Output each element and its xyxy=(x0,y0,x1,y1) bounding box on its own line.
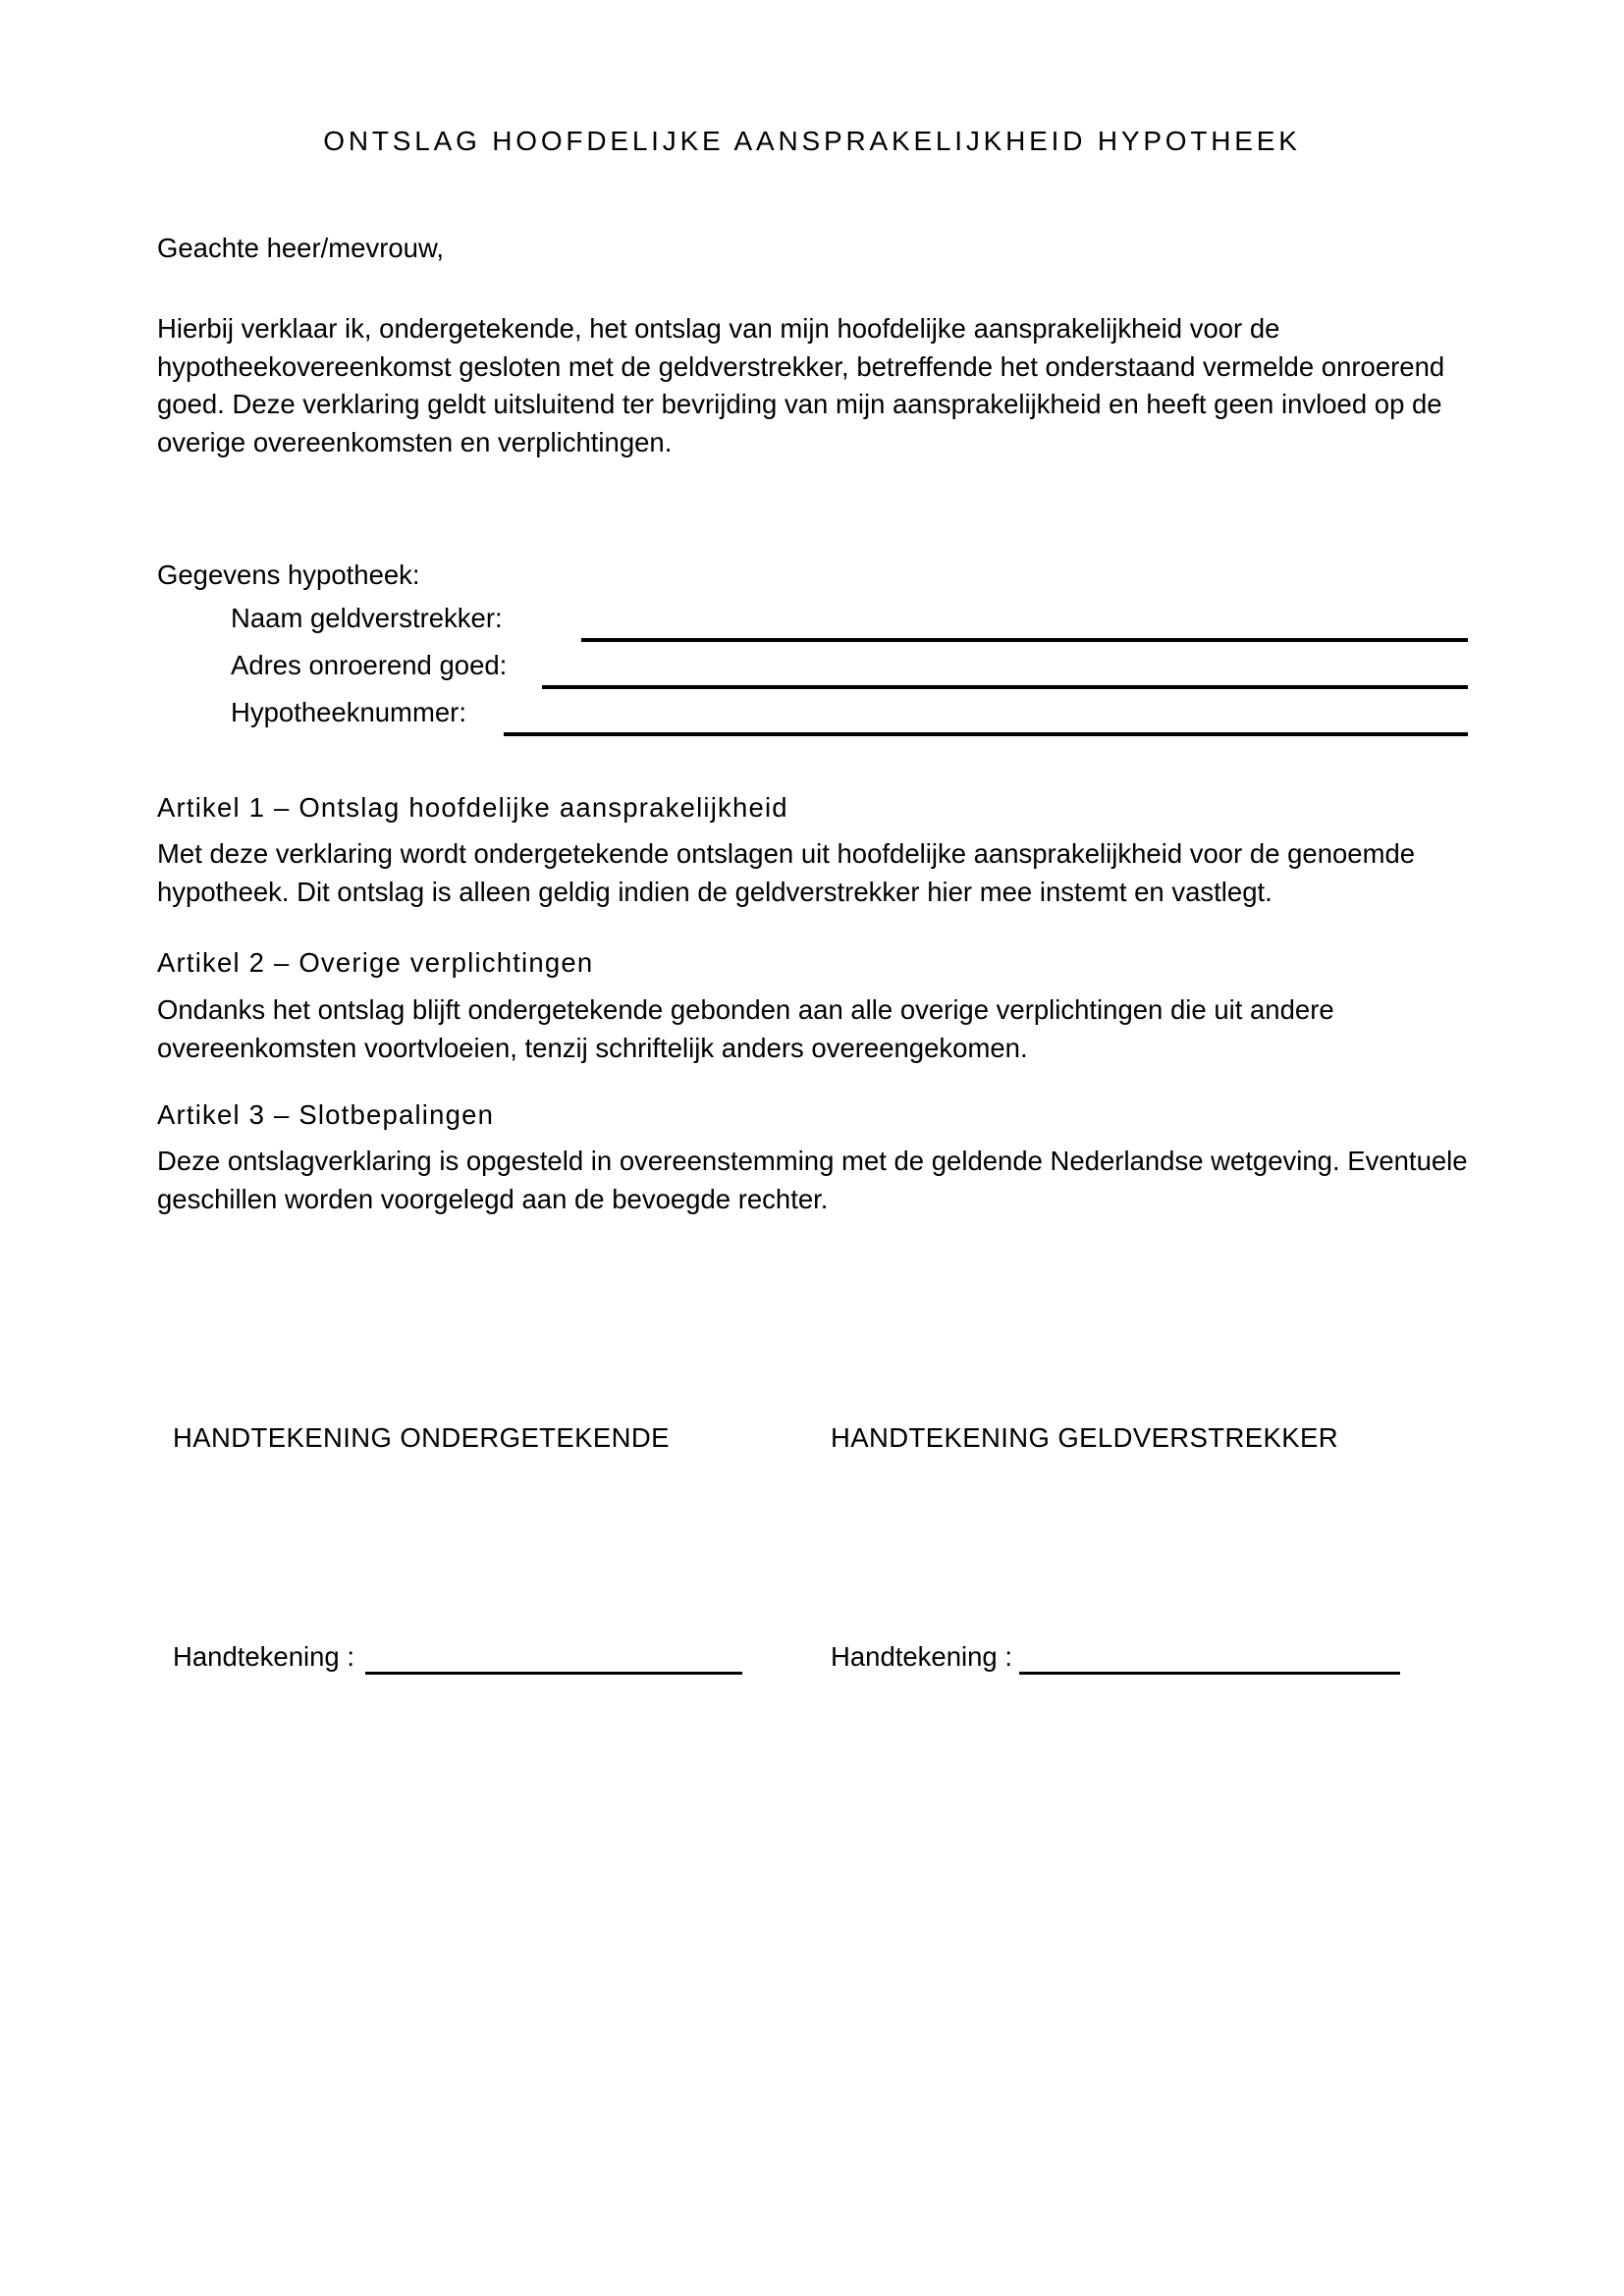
signature-header-lender: HANDTEKENING GELDVERSTREKKER xyxy=(831,1422,1338,1453)
signature-blank-line-lender[interactable] xyxy=(1019,1672,1400,1675)
article-3-heading: Artikel 3 – Slotbepalingen xyxy=(157,1099,495,1130)
article-2-heading: Artikel 2 – Overige verplichtingen xyxy=(157,947,594,978)
field-blank-line-lender-name[interactable] xyxy=(581,638,1468,642)
article-1-body: Met deze verklaring wordt ondergetekende ontslagen uit hoofdelijke aansprakelijkheid voor de genoemde hypotheek. Dit ontslag is alleen geldig indien de geldverstrekker hier mee instemt en vastlegt. xyxy=(157,838,1416,907)
document-title: ONTSLAG HOOFDELIJKE AANSPRAKELIJKHEID HYPOTHEEK xyxy=(323,126,1301,156)
field-label-lender-name: Naam geldverstrekker: xyxy=(231,603,503,633)
signature-label-lender: Handtekening : xyxy=(831,1641,1012,1672)
article-2-body: Ondanks het ontslag blijft ondergetekende gebonden aan alle overige verplichtingen die uit andere overeenkomsten voortvloeien, tenzij schriftelijk anders overeengekomen. xyxy=(157,994,1334,1063)
field-blank-line-mortgage-number[interactable] xyxy=(504,732,1468,736)
field-label-property-address: Adres onroerend goed: xyxy=(231,650,508,680)
signature-label-undersigned: Handtekening : xyxy=(173,1641,354,1672)
signature-blank-line-undersigned[interactable] xyxy=(365,1672,742,1675)
article-1-heading: Artikel 1 – Ontslag hoofdelijke aansprakelijkheid xyxy=(157,792,788,823)
signature-header-undersigned: HANDTEKENING ONDERGETEKENDE xyxy=(173,1422,670,1453)
intro-paragraph: Hierbij verklaar ik, ondergetekende, het ontslag van mijn hoofdelijke aansprakelijkheid voor de hypotheekovereenkomst gesloten met de geldverstrekker, betreffende het onderstaand vermelde onroerend goed. Deze verklaring geldt uitsluitend ter bevrijding van mijn aansprakelijkheid en heeft geen invloed op de overige overeenkomsten en verplichtingen. xyxy=(157,313,1445,457)
salutation: Geachte heer/mevrouw, xyxy=(157,233,444,263)
details-heading: Gegevens hypotheek: xyxy=(157,560,420,590)
article-3-body: Deze ontslagverklaring is opgesteld in overeenstemming met de geldende Nederlandse wetgeving. Eventuele geschillen worden voorgelegd aan de bevoegde rechter. xyxy=(157,1146,1468,1214)
field-blank-line-property-address[interactable] xyxy=(542,685,1468,689)
field-label-mortgage-number: Hypotheeknummer: xyxy=(231,697,466,727)
